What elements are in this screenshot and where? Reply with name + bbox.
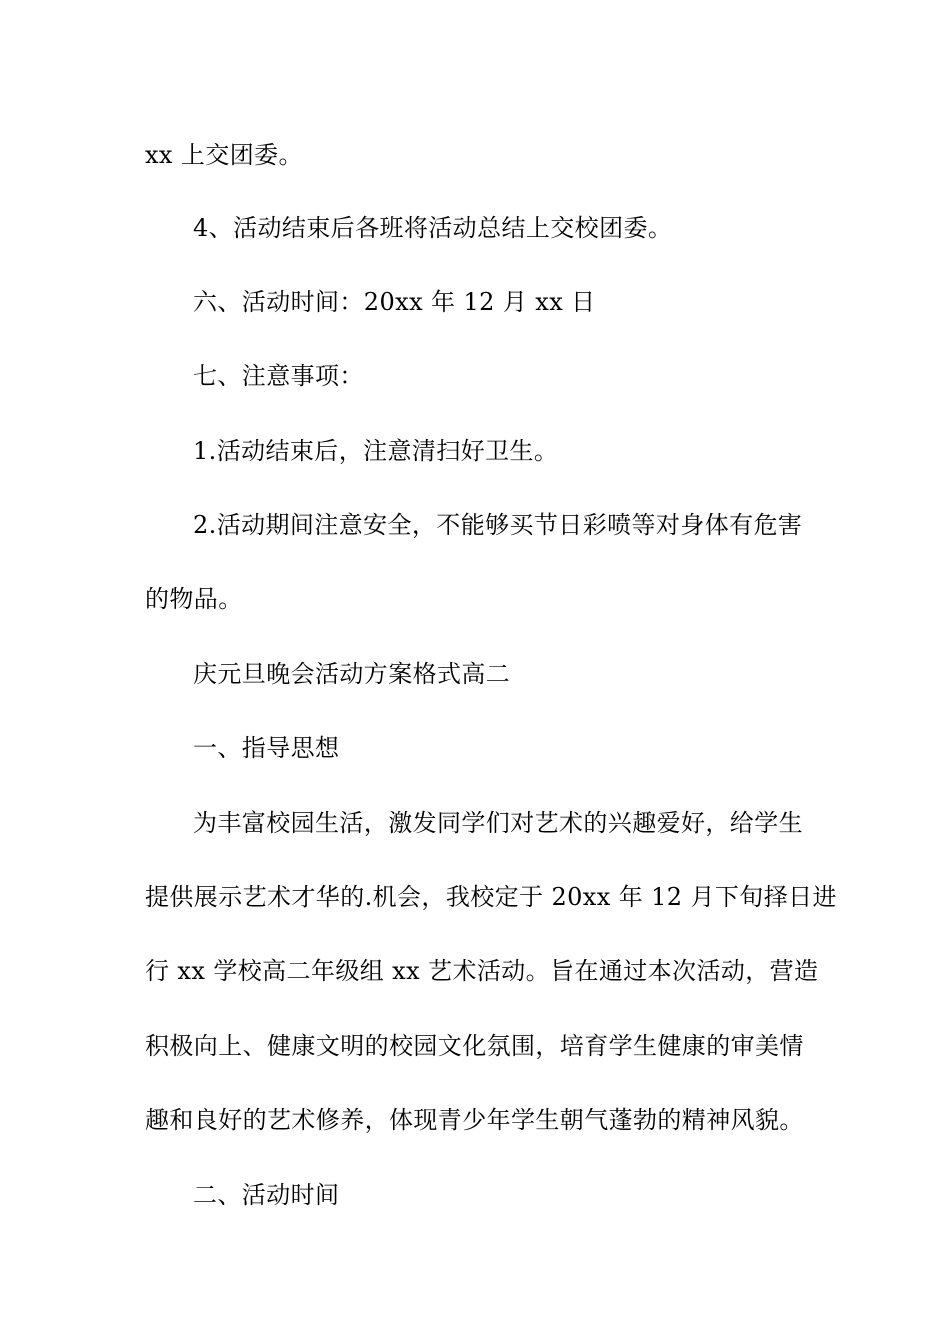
- paragraph-line-4: 积极向上、健康文明的校园文化氛围，培育学生健康的审美情: [145, 1032, 804, 1060]
- text-line-item-4: 4、活动结束后各班将活动总结上交校团委。: [193, 214, 673, 242]
- text-line-section-6: 六、活动时间：20xx 年 12 月 xx 日: [193, 288, 596, 316]
- paragraph-line-3: 行 xx 学校高二年级组 xx 艺术活动。旨在通过本次活动，营造: [145, 957, 819, 985]
- text-line-continuation: xx 上交团委。: [145, 141, 303, 169]
- paragraph-line-2: 提供展示艺术才华的.机会，我校定于 20xx 年 12 月下旬择日进: [145, 883, 837, 911]
- text-line-note-1: 1.活动结束后，注意清扫好卫生。: [193, 437, 559, 465]
- heading-section-2: 二、活动时间: [193, 1181, 340, 1209]
- paragraph-line-1: 为丰富校园生活，激发同学们对艺术的兴趣爱好，给学生: [193, 809, 803, 837]
- paragraph-line-5: 趣和良好的艺术修养，体现青少年学生朝气蓬勃的精神风貌。: [145, 1106, 804, 1134]
- text-line-note-2-cont: 的物品。: [145, 585, 243, 613]
- heading-plan-title: 庆元旦晚会活动方案格式高二: [193, 660, 511, 688]
- text-line-section-7: 七、注意事项：: [193, 362, 364, 390]
- text-line-note-2: 2.活动期间注意安全，不能够买节日彩喷等对身体有危害: [193, 511, 803, 539]
- heading-section-1: 一、指导思想: [193, 734, 340, 762]
